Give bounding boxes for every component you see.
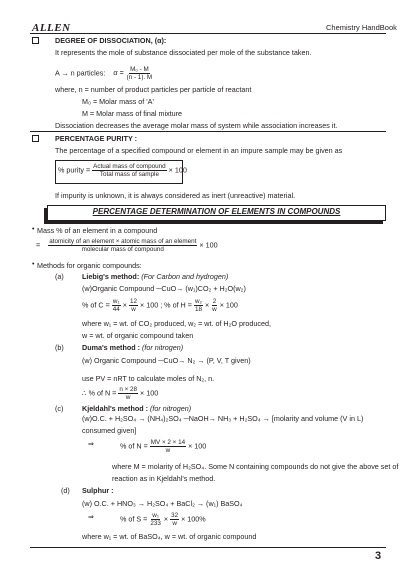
duma-title: Duma's method : (82, 343, 141, 352)
purity-lhs: % purity = (58, 165, 91, 175)
kjeldahl-implies-icon: ⇒ (88, 439, 95, 448)
h-f2-den: w (212, 306, 217, 313)
dissociation-definition: It represents the mole of substance dissociated per mole of the substance taken. (55, 48, 312, 57)
purity-title: PERCENTAGE PURITY : (55, 134, 137, 143)
sulphur-label: (d) (61, 486, 70, 495)
duma-heading (82, 343, 183, 352)
percent-c-label: % of C = (82, 300, 110, 310)
kjeldahl-reaction-cont: consumed given] (82, 426, 137, 435)
s-fraction-1 (149, 512, 162, 527)
kjeldahl-label: (c) (55, 404, 64, 413)
book-title: Chemistry HandBook (326, 23, 397, 32)
footer-rule (30, 547, 386, 548)
purity-numerator: Actual mass of compound (93, 163, 166, 170)
percentage-determination-banner (47, 205, 386, 221)
liebig-reaction: (w)Organic Compound ─CuO→ (w₁)CO₂ + H₂O(w₂) (82, 284, 246, 293)
mass-denominator: molecular mass of compound (81, 246, 164, 253)
kjeldahl-heading (82, 404, 191, 413)
mass-fraction (48, 238, 197, 253)
liebig-note: (For Carbon and hydrogen) (141, 272, 229, 281)
c-times-100: × 100 (140, 300, 159, 310)
liebig-where-1: where w₁ = wt. of CO₂ produced, w₂ = wt. of H₂O produced, (82, 319, 271, 328)
purity-formula (58, 163, 187, 178)
times-sign: × (204, 300, 210, 310)
sulphur-title: Sulphur : (82, 486, 114, 495)
duma-pv: use PV = nRT to calculate moles of N₂, n. (82, 374, 215, 383)
s-f1-den: 233 (150, 520, 161, 527)
h-f1-den: 18 (194, 306, 202, 313)
sulphur-implies-icon: ⇒ (88, 512, 95, 521)
purity-denominator: Total mass of sample (99, 171, 159, 178)
bullet-icon: • (32, 226, 35, 233)
h-f2-num: 2 (212, 298, 217, 305)
sulphur-where: where w₁ = wt. of BaSO₄, w = wt. of organic compound (82, 532, 257, 541)
liebig-where-2: w = wt. of organic compound taken (82, 331, 194, 340)
kjeldahl-fraction (150, 439, 186, 454)
purity-impurity-note: If impurity is unknown, it is always considered as inert (unreactive) material. (55, 191, 296, 200)
dissociation-formula (55, 66, 153, 81)
duma-note: (for nitrogen) (142, 343, 184, 352)
times-sign: × (163, 514, 169, 524)
kjeldahl-percent-n: % of N = (120, 441, 148, 451)
section-checkbox-icon (32, 135, 39, 142)
c-fraction-2 (129, 298, 138, 313)
kjeldahl-title: Kjeldahl's method : (82, 404, 149, 413)
methods-intro: Methods for organic compounds: (37, 261, 142, 270)
s-f2-den: w (172, 520, 177, 527)
dissociation-note: Dissociation decreases the average molar mass of system while association increases it. (55, 121, 338, 130)
alpha-symbol: α = (113, 68, 124, 78)
percent-h-label: ; % of H = (160, 300, 192, 310)
s-times-100: × 100% (181, 514, 206, 524)
liebig-formulas (82, 298, 238, 313)
alpha-numerator: M₀ - M (130, 66, 149, 73)
page-number: 3 (375, 550, 382, 562)
c-f2-num: 12 (129, 298, 137, 305)
kjeldahl-note: (for nitrogen) (150, 404, 192, 413)
purity-times: × 100 (168, 165, 187, 175)
mass-times: × 100 (199, 240, 218, 250)
mass-percent-formula (36, 238, 218, 253)
mass-numerator: atomicity of an element × atomic mass of an element (49, 238, 197, 245)
liebig-label: (a) (55, 272, 64, 281)
allen-logo: ALLEN (32, 22, 71, 34)
duma-num: n × 28 (119, 386, 138, 393)
kjeldahl-num: MV × 2 × 14 (150, 439, 186, 446)
banner-text: PERCENTAGE DETERMINATION OF ELEMENTS IN COMPOUNDS (92, 207, 341, 216)
dissociation-title: DEGREE OF DISSOCIATION, (α): (55, 36, 167, 45)
s-f2-num: 32 (171, 512, 179, 519)
section-checkbox-icon (32, 37, 39, 44)
kjeldahl-where-2: reaction as in Kjeldahl's method. (112, 474, 216, 483)
times-sign: × (122, 300, 127, 310)
percent-n-label: ∴ % of N = (82, 388, 117, 398)
kjeldahl-where-1: where M = molarity of H₂SO₄. Some N containing compounds do not give the above set of (112, 462, 399, 471)
where-n: where, n = number of product particles per particle of reactant (55, 85, 252, 94)
purity-fraction (92, 163, 166, 178)
c-f1-num: w₁ (112, 298, 120, 305)
where-m: M = Molar mass of final mixture (82, 109, 183, 118)
h-f1-num: w₂ (194, 298, 202, 305)
kjeldahl-formula (120, 439, 206, 454)
duma-formula (82, 386, 158, 401)
c-fraction-1 (112, 298, 121, 313)
purity-intro: The percentage of a specified compound or element in an impure sample may be given as (55, 146, 343, 155)
duma-label: (b) (55, 343, 64, 352)
header-rule (30, 33, 386, 34)
mass-percent-intro: Mass % of an element in a compound (37, 226, 158, 235)
kjeldahl-times: × 100 (188, 441, 207, 451)
liebig-title: Liebig's method: (82, 272, 140, 281)
h-fraction-1 (194, 298, 203, 313)
c-f1-den: 44 (112, 306, 120, 313)
h-fraction-2 (211, 298, 218, 313)
bullet-icon: • (32, 261, 35, 268)
duma-den: w (125, 394, 131, 401)
sulphur-reaction: (w) O.C. + HNO₃ → H₂SO₄ + BaCl₂ → (w₁) BaSO₄ (82, 499, 243, 508)
kjeldahl-reaction: (w)O.C. + H₂SO₄ → (NH₄)₂SO₄ ─NaOH→ NH₃ + H₂SO₄ → [molarity and volume (V in L) (82, 414, 364, 423)
s-f1-num: w₁ (152, 512, 159, 519)
duma-times: × 100 (140, 388, 159, 398)
s-fraction-2 (170, 512, 179, 527)
alpha-fraction (126, 66, 154, 81)
kjeldahl-den: w (165, 447, 171, 454)
formula-prefix: A → n particles: (55, 68, 106, 78)
mass-eq: = (36, 240, 41, 250)
sulphur-formula (120, 512, 206, 527)
duma-reaction: (w) Organic Compound ─CuO→ N₂ → (P, V, T given) (82, 356, 251, 365)
percent-s-label: % of S = (120, 514, 148, 524)
where-m0: M₀ = Molar mass of 'A' (82, 97, 154, 106)
h-times-100: × 100 (219, 300, 238, 310)
liebig-heading (82, 272, 228, 281)
c-f2-den: w (131, 306, 136, 313)
alpha-denominator: (n - 1). M (126, 74, 153, 81)
section-rule (30, 131, 386, 132)
duma-fraction (118, 386, 138, 401)
